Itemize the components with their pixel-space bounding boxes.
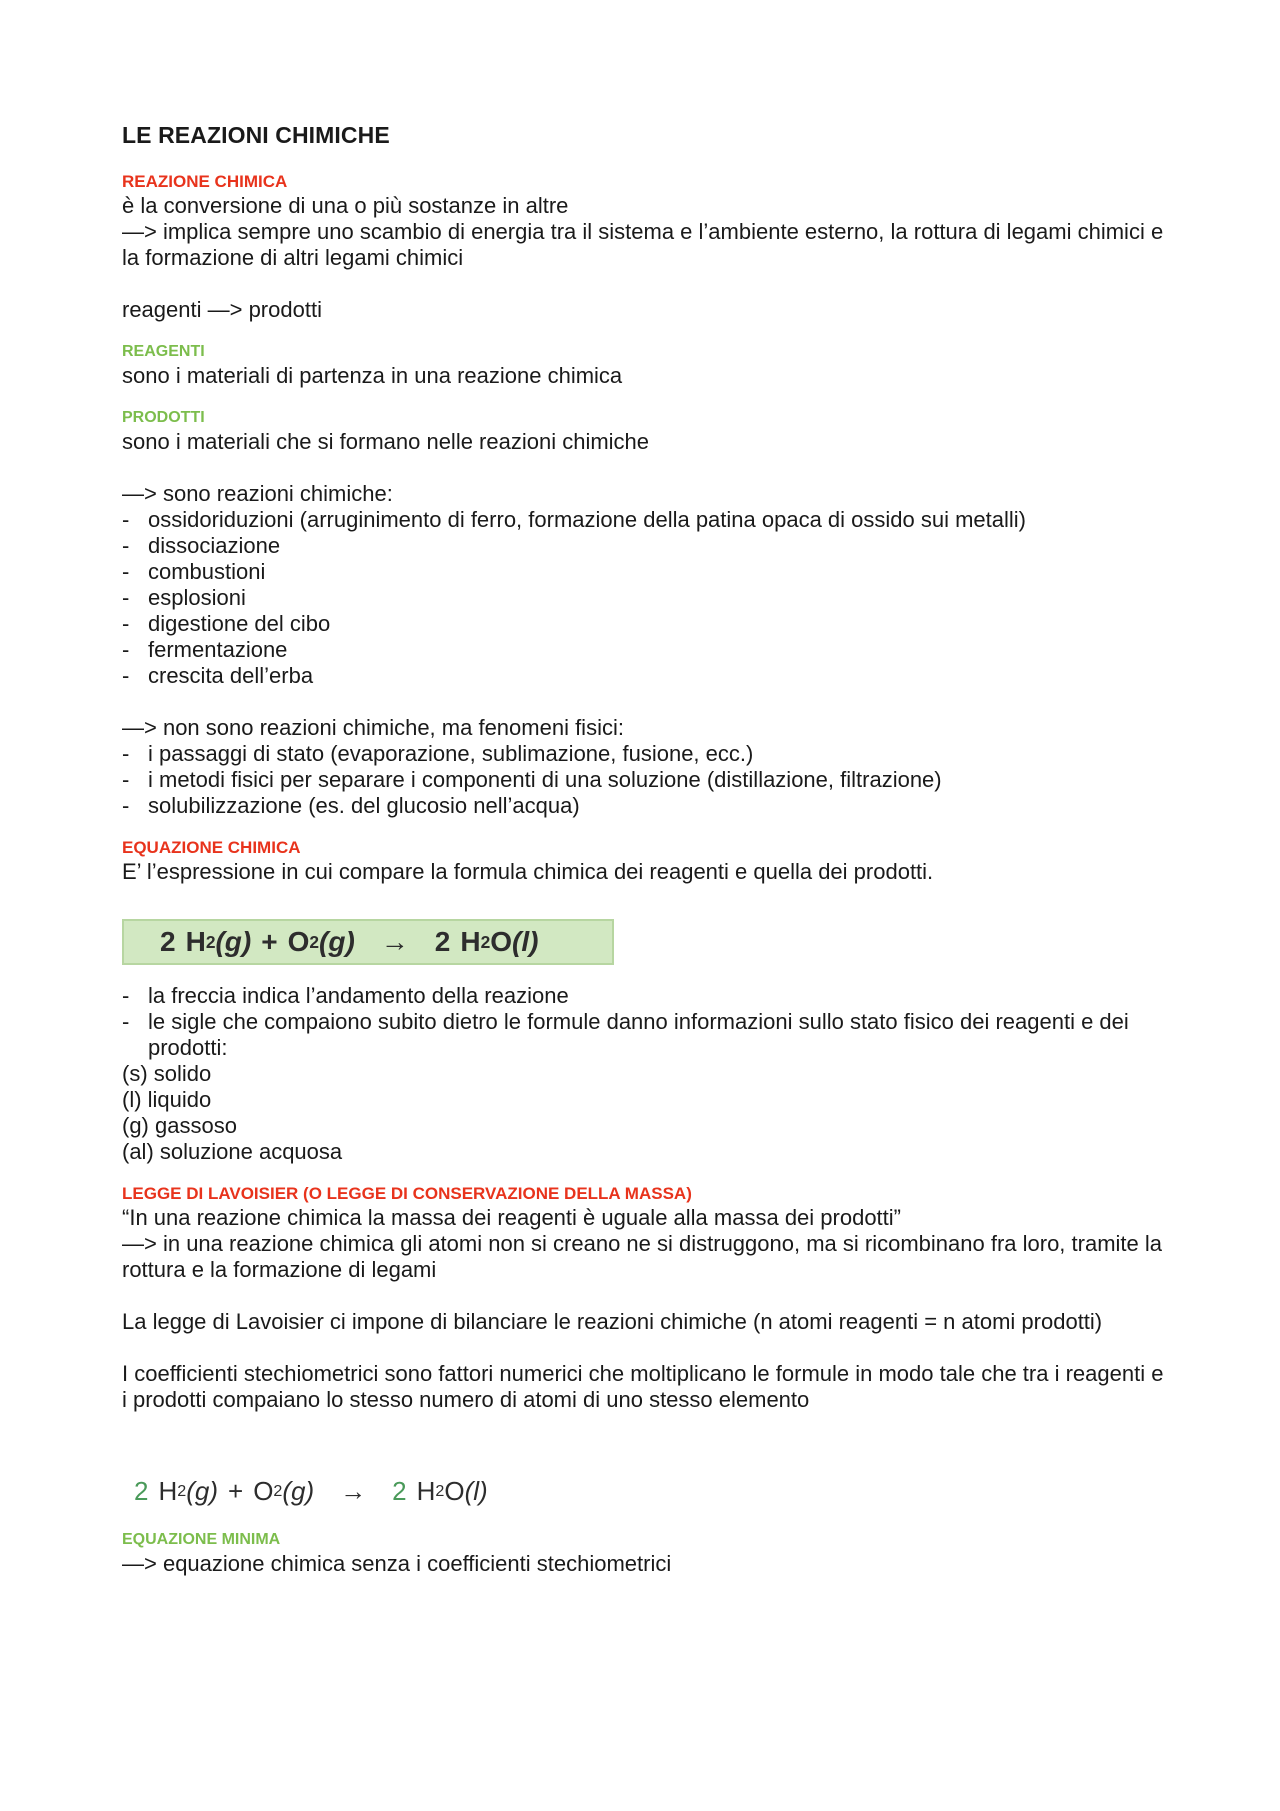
element-o: O [287, 926, 310, 957]
heading-lavoisier: LEGGE DI LAVOISIER (O LEGGE DI CONSERVAZIONE DELLA MASSA) [122, 1184, 692, 1203]
state-label: (g) [215, 926, 252, 957]
state-line: (al) soluzione acquosa [122, 1139, 343, 1164]
list-item: - le sigle che compaiono subito dietro le formule danno informazioni sullo stato fisico dei reagenti e dei prodotti: [122, 1009, 1172, 1061]
list-item: - digestione del cibo [122, 611, 1172, 637]
reazione-line-2: —> implica sempre uno scambio di energia tra il sistema e l’ambiente esterno, la rottura di legami chimici e la formazione di altri legami chimici [122, 219, 1164, 270]
state-line: (g) gassoso [122, 1113, 237, 1138]
state-label: (l) [512, 926, 539, 957]
state-line: (s) solido [122, 1061, 212, 1086]
reazione-line-1: è la conversione di una o più sostanze in altre [122, 193, 569, 218]
document-content [122, 122, 1172, 1577]
state-label: (l) [464, 1475, 488, 1506]
element-h: H [158, 1475, 178, 1506]
list-item: - combustioni [122, 559, 1172, 585]
element-h: H [185, 926, 206, 957]
equation-highlight-box [122, 919, 614, 965]
subscript: 2 [177, 1481, 187, 1500]
list-item: - i metodi fisici per separare i componenti di una soluzione (distillazione, filtrazione) [122, 767, 1172, 793]
list-item: - crescita dell’erba [122, 663, 1172, 689]
list-item: - la freccia indica l’andamento della reazione [122, 983, 1172, 1009]
element-h: H [460, 926, 481, 957]
element-o: O [490, 926, 513, 957]
page-title: LE REAZIONI CHIMICHE [122, 122, 390, 148]
heading-equazione-chimica: EQUAZIONE CHIMICA [122, 838, 301, 857]
list-item: - solubilizzazione (es. del glucosio nell’acqua) [122, 793, 1172, 819]
plus-sign: + [261, 926, 278, 957]
list-item: - i passaggi di stato (evaporazione, sublimazione, fusione, ecc.) [122, 741, 1172, 767]
reaction-arrow-icon: → [340, 1475, 367, 1506]
prodotti-text: sono i materiali che si formano nelle reazioni chimiche [122, 429, 650, 454]
heading-prodotti: PRODOTTI [122, 409, 205, 426]
coefficient: 2 [160, 926, 176, 957]
heading-reazione-chimica: REAZIONE CHIMICA [122, 172, 288, 191]
coefficient: 2 [392, 1475, 407, 1506]
element-o: O [253, 1475, 274, 1506]
lavoisier-coefficienti: I coefficienti stechiometrici sono fattori numerici che moltiplicano le formule in modo tale che tra i reagenti e i prodotti compaiano lo stesso numero di atomi di uno stesso elemento [122, 1361, 1164, 1412]
element-o: O [444, 1475, 465, 1506]
lavoisier-quote: “In una reazione chimica la massa dei reagenti è uguale alla massa dei prodotti” [122, 1205, 901, 1230]
equazione-notes-list [122, 983, 1172, 1061]
sono-reazioni-list [122, 507, 1172, 689]
coefficient: 2 [134, 1475, 149, 1506]
subscript: 2 [205, 931, 216, 952]
reagenti-text: sono i materiali di partenza in una reazione chimica [122, 363, 623, 388]
lavoisier-bilancio: La legge di Lavoisier ci impone di bilanciare le reazioni chimiche (n atomi reagenti = n atomi prodotti) [122, 1309, 1103, 1334]
heading-reagenti: REAGENTI [122, 343, 205, 360]
equazione-text: E’ l’espressione in cui compare la formula chimica dei reagenti e quella dei prodotti. [122, 859, 934, 884]
equation-plain [122, 1471, 1172, 1511]
lavoisier-explain: —> in una reazione chimica gli atomi non si creano ne si distruggono, ma si ricombinano fra loro, tramite la rottura e la formazione di legami [122, 1231, 1163, 1282]
list-item: - esplosioni [122, 585, 1172, 611]
minima-text: —> equazione chimica senza i coefficienti stechiometrici [122, 1551, 672, 1576]
subscript: 2 [435, 1481, 445, 1500]
state-line: (l) liquido [122, 1087, 212, 1112]
list-item: - fermentazione [122, 637, 1172, 663]
reagenti-prodotti-line: reagenti —> prodotti [122, 297, 322, 322]
element-h: H [416, 1475, 436, 1506]
state-label: (g) [282, 1475, 315, 1506]
reaction-arrow-icon: → [380, 926, 409, 957]
plus-sign: + [228, 1475, 244, 1506]
sono-reazioni-intro: —> sono reazioni chimiche: [122, 481, 393, 506]
non-reazioni-intro: —> non sono reazioni chimiche, ma fenomeni fisici: [122, 715, 624, 740]
coefficient: 2 [434, 926, 451, 957]
heading-equazione-minima: EQUAZIONE MINIMA [122, 1531, 281, 1548]
list-item: - dissociazione [122, 533, 1172, 559]
list-item: - ossidoriduzioni (arruginimento di ferro, formazione della patina opaca di ossido sui metalli) [122, 507, 1172, 533]
subscript: 2 [273, 1481, 283, 1500]
non-reazioni-list [122, 741, 1172, 819]
state-label: (g) [319, 926, 355, 957]
subscript: 2 [480, 931, 491, 952]
subscript: 2 [309, 931, 320, 952]
state-label: (g) [186, 1475, 218, 1506]
